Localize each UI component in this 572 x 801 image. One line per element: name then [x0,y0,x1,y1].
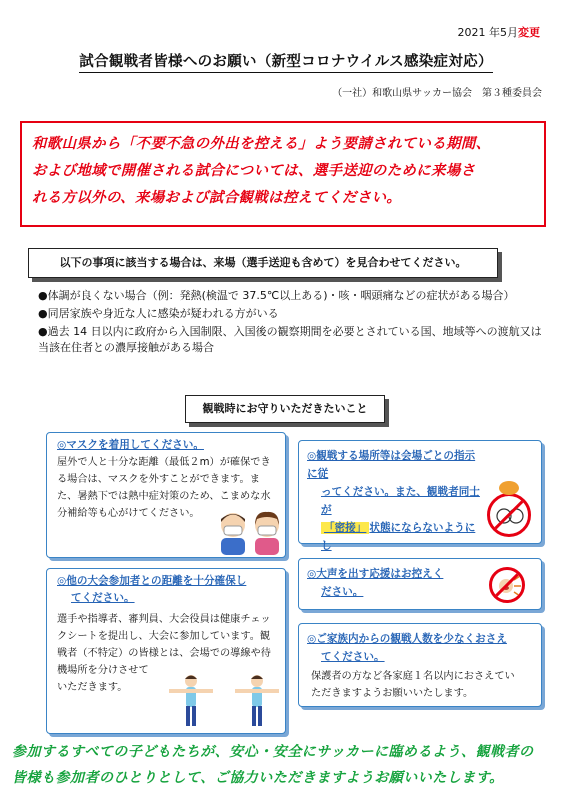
organization-name: （一社）和歌山県サッカー協会 第３種委員会 [332,88,542,99]
distance-card-title [57,573,275,607]
distancing-people-illustration [167,673,281,729]
speech-icon [499,481,519,495]
changed-badge: 変更 [518,26,540,39]
section-heading: 観戦時にお守りいただきたいこと [185,395,385,423]
date-text: 2021 年5月 [457,26,518,39]
page-title [0,50,572,71]
warning-line: 和歌山県から「不要不急の外出を控える」よう要請されている期間、 [32,136,491,152]
body-line: 戦者（不特定）の皆様とは、会場での導線や待 [57,648,271,659]
body-line: ただきますようお願いいたします。 [311,688,474,699]
warning-line: および地域で開催される試合については、選手送迎のために来場さ [32,163,476,179]
footer-line: 参加するすべての子どもたちが、安心・安全にサッカーに臨めるよう、観戦者の [12,744,534,760]
no-close-contact-icon [487,493,531,537]
close-contact-highlight: 「密接」 [321,522,369,534]
no-shouting-icon [489,567,525,603]
body-line: いただきます。 [57,682,128,693]
revision-date [458,24,541,40]
masked-children-illustration [215,507,285,555]
abstain-notice-box: 以下の事項に該当する場合は、来場（選手送迎も含めて）を見合わせてください。 [28,248,498,278]
warning-line: れる方以外の、来場および試合観戦は控えてください。 [32,190,402,206]
footer-line: 皆様も参加者のひとりとして、ご協力いただきますようお願いいたします。 [12,770,504,786]
warning-box [20,121,546,227]
page-title-text: 試合観戦者皆様へのお願い（新型コロナウイルス感染症対応） [79,54,493,73]
title-line: ◎他の大会参加者との距離を十分確保し [57,575,247,587]
abstain-conditions-list [38,288,543,358]
title-line: ださい。 [321,586,364,598]
condition-item: ●体調が良くない場合（例：発熱(検温で 37.5℃以上ある)・咳・咽頭痛などの症状がある場合） [38,289,515,302]
body-line: 屋外で人と十分な距離（最低２m）が確保でき [57,457,271,468]
mask-card [46,432,286,558]
distance-card [46,568,286,734]
body-line: 機場所を分けさせて [57,665,149,676]
title-line: ◎ご家族内からの観戦人数を少なくおさえ [307,633,507,645]
body-line: 選手や指導者、審判員、大会役員は健康チェッ [57,614,271,625]
family-card-body [307,668,533,702]
family-card [298,623,542,707]
venue-card [298,440,542,552]
body-line: る場合は、マスクを外すことができます。ま [57,474,260,485]
title-line: てください。 [321,651,385,663]
title-line: ◎観戦する場所等は会場ごとの指示に従 [307,450,476,480]
mask-card-title: ◎マスクを着用してください。 [57,439,204,451]
body-line: 分補給等も心がけてください。 [57,508,200,519]
title-line: 状態にならないようにし [321,522,476,552]
footer-message [12,739,562,791]
title-line: ってください。また、観戦者同士が [321,486,480,516]
condition-item: ●過去 14 日以内に政府から入国制限、入国後の観察期間を必要とされている国、地域等への渡航又は当該在住者との濃厚接触がある場合 [38,325,542,354]
family-card-title [307,630,533,666]
body-line: 保護者の方など各家庭１名以内におさえてい [311,671,515,682]
title-line: ◎大声を出す応援はお控えく [307,568,444,580]
body-line: た、暑熱下では熱中症対策のため、こまめな水 [57,491,271,502]
condition-item: ●同居家族や身近な人に感染が疑われる方がいる [38,307,279,320]
body-line: クシートを提出し、大会に参加しています。観 [57,631,271,642]
venue-card-title [307,447,485,573]
voice-card [298,558,542,610]
title-line: てください。 [71,592,135,604]
